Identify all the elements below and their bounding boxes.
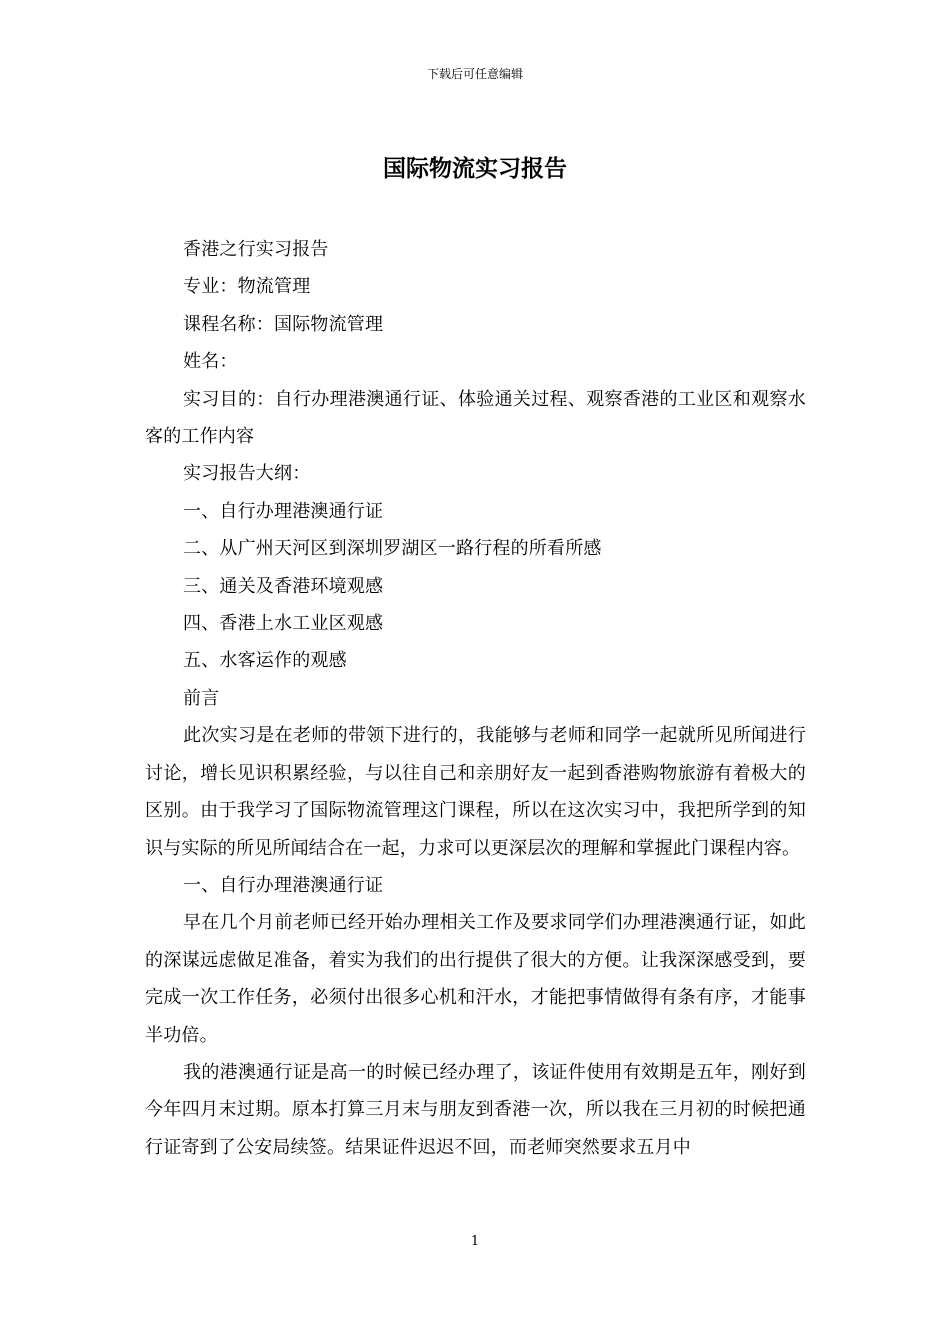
paragraph-outline-heading: 实习报告大纲： [183, 463, 311, 485]
outline-item-2: 二、从广州天河区到深圳罗湖区一路行程的所看所感 [183, 538, 602, 560]
paragraph-preface-body: 此次实习是在老师的带领下进行的，我能够与老师和同学一起就所见所闻进行讨论，增长见识积累经验，与以往自己和亲朋好友一起到香港购物旅游有着极大的区别。由于我学习了国际物流管理这门课程，所以在这次实习中，我把所学到的知识与实际的所见所闻结合在一起，力求可以更深层次的理解和掌握此门课程内容。 [145, 725, 806, 859]
page-header-note: 下载后可任意编辑 [426, 67, 523, 81]
paragraph-course-name: 课程名称：国际物流管理 [183, 313, 384, 335]
section-heading-1: 一、自行办理港澳通行证 [183, 874, 384, 896]
outline-item-5: 五、水客运作的观感 [183, 650, 347, 672]
page-number: 1 [470, 1234, 480, 1249]
document-title: 国际物流实习报告 [383, 155, 567, 182]
paragraph-report-subtitle: 香港之行实习报告 [183, 239, 329, 260]
outline-item-4: 四、香港上水工业区观感 [183, 613, 384, 635]
outline-item-3: 三、通关及香港环境观感 [183, 575, 384, 597]
paragraph-major: 专业：物流管理 [183, 276, 311, 298]
section-heading-preface: 前言 [183, 687, 220, 709]
document-body [145, 231, 806, 1166]
paragraph-section1-body-1: 早在几个月前老师已经开始办理相关工作及要求同学们办理港澳通行证，如此的深谋远虑做足准备，着实为我们的出行提供了很大的方便。让我深深感受到，要完成一次工作任务，必须付出很多心机和汗水，才能把事情做得有条有序，才能事半功倍。 [145, 912, 806, 1046]
paragraph-section1-body-2: 我的港澳通行证是高一的时候已经办理了，该证件使用有效期是五年，刚好到今年四月末过期。原本打算三月末与朋友到香港一次，所以我在三月初的时候把通行证寄到了公安局续签。结果证件迟迟不回，而老师突然要求五月中 [145, 1061, 806, 1158]
outline-item-1: 一、自行办理港澳通行证 [183, 500, 384, 522]
paragraph-purpose: 实习目的：自行办理港澳通行证、体验通关过程、观察香港的工业区和观察水客的工作内容 [145, 388, 806, 448]
paragraph-name: 姓名： [183, 351, 238, 373]
